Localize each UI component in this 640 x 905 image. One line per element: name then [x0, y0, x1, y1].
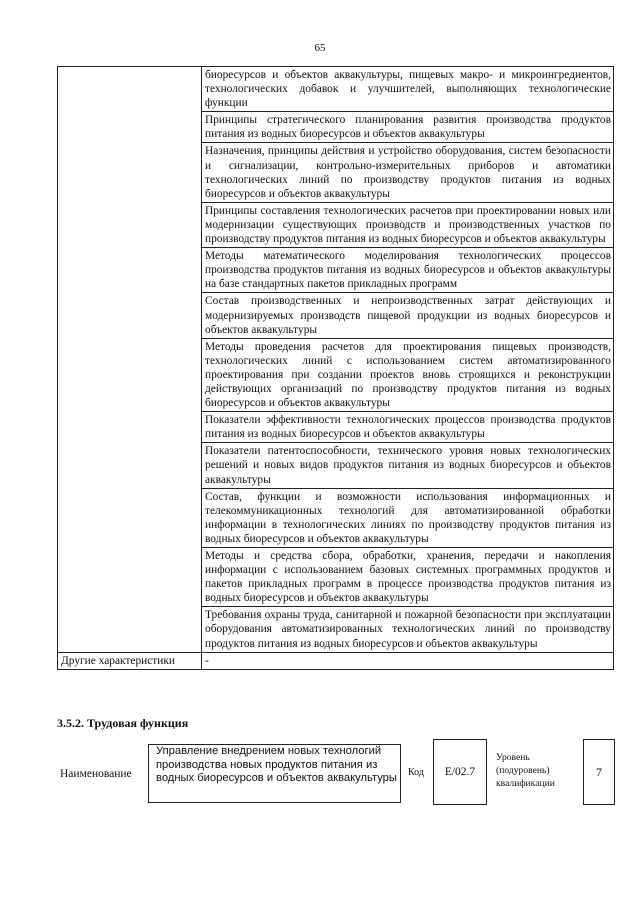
- code-label: Код: [408, 767, 424, 778]
- other-characteristics-label: Другие характеристики: [58, 652, 202, 669]
- requirement-cell: Состав производственных и непроизводственных затрат действующих и модернизируемых производств пищевой продукции из водных биоресурсов и объектов аквакультуры: [202, 293, 614, 338]
- requirement-cell: Состав, функции и возможности использования информационных и телекоммуникационных технологий для автоматизированной обработки информации в технологических линиях по производству продуктов питания из водных биоресурсов и объектов аквакультуры: [202, 488, 614, 547]
- page-number: 65: [314, 42, 326, 54]
- requirement-cell: Методы математического моделирования технологических процессов производства продуктов питания из водных биоресурсов и объектов аквакультуры на базе стандартных пакетов прикладных программ: [202, 248, 614, 293]
- requirement-cell: Требования охраны труда, санитарной и пожарной безопасности при эксплуатации оборудования автоматизированных технологических линий по производству продуктов питания из водных биоресурсов и объектов аквакультуры: [202, 607, 614, 652]
- knowledge-table: [57, 66, 614, 670]
- requirement-cell: Методы и средства сбора, обработки, хранения, передачи и накопления информации с использованием базовых системных программных продуктов и пакетов прикладных программ в процессе производства продуктов питания из водных биоресурсов и объектов аквакультуры: [202, 548, 614, 607]
- other-characteristics-value: -: [202, 652, 614, 669]
- requirement-cell: Принципы стратегического планирования развития производства продуктов питания из водных биоресурсов и объектов аквакультуры: [202, 112, 614, 143]
- category-cell: [58, 67, 202, 653]
- requirement-cell: Показатели эффективности технологических процессов производства продуктов питания из водных биоресурсов и объектов аквакультуры: [202, 412, 614, 443]
- requirement-cell: Назначения, принципы действия и устройство оборудования, систем безопасности и сигнализации, контрольно-измерительных приборов и автоматики технологических линий по производству продуктов питания из водных биоресурсов и объектов аквакультуры: [202, 143, 614, 202]
- requirement-cell: Показатели патентоспособности, технического уровня новых технологических решений и новых видов продуктов питания из водных биоресурсов и объектов аквакультуры: [202, 443, 614, 488]
- requirement-cell: Методы проведения расчетов для проектирования пищевых производств, технологических линий с использованием систем автоматизированного проектирования при создании проектов вновь строящихся и реконструкции действующих организаций по производству продуктов питания из водных биоресурсов и объектов аквакультуры: [202, 338, 614, 411]
- requirement-cell: Принципы составления технологических расчетов при проектировании новых или модернизации существующих производств и производственных участков по производству продуктов питания из водных биоресурсов и объектов аквакультуры: [202, 202, 614, 247]
- name-label: Наименование: [60, 768, 132, 780]
- table-row: [58, 67, 614, 112]
- name-value-box: Управление внедрением новых технологий производства новых продуктов питания из водных биоресурсов и объектов аквакультуры: [148, 744, 401, 803]
- requirement-cell: биоресурсов и объектов аквакультуры, пищевых макро- и микроингредиентов, технологических добавок и улучшителей, выполняющих технологические функции: [202, 67, 614, 112]
- qualification-level-label: Уровень (подуровень) квалификации: [496, 752, 555, 789]
- code-value-box: E/02.7: [433, 739, 487, 805]
- qualification-level-box: 7: [583, 739, 615, 805]
- section-title: 3.5.2. Трудовая функция: [57, 716, 189, 730]
- other-characteristics-row: [58, 652, 614, 669]
